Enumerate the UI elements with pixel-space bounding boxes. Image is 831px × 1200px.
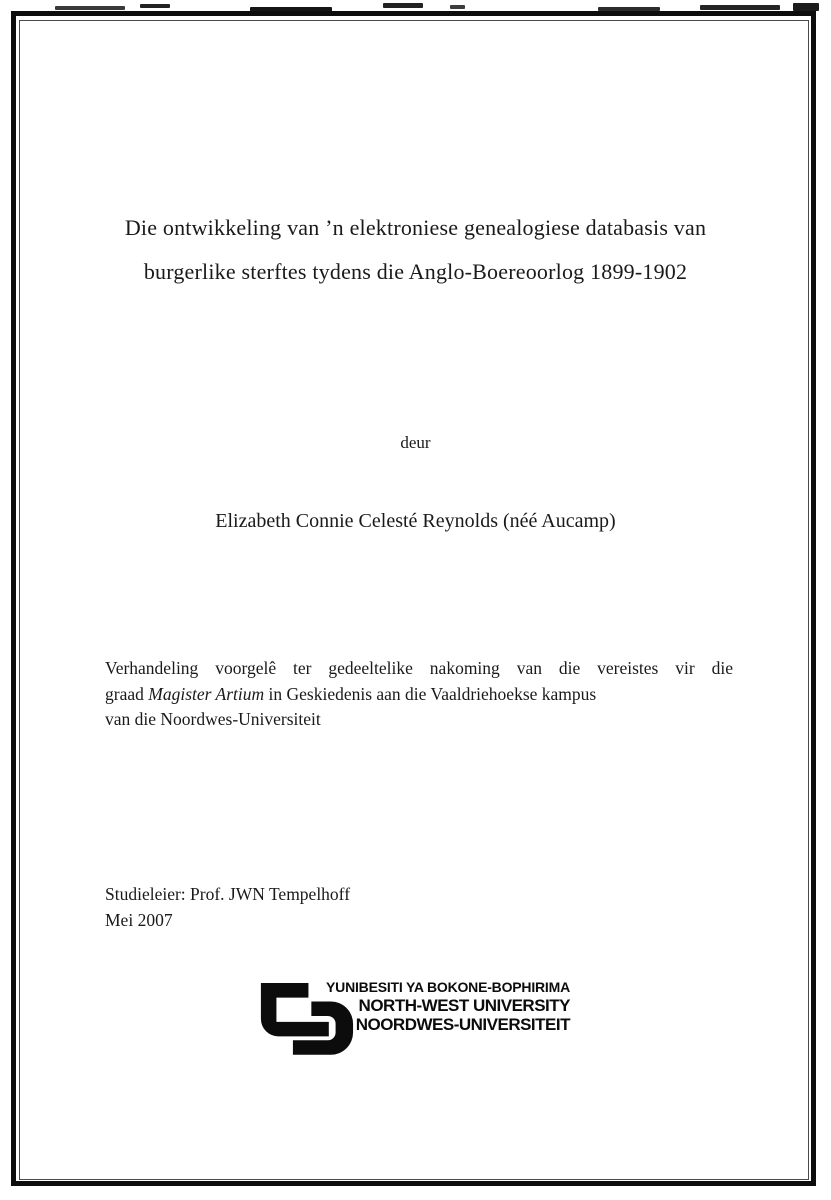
title-line-2: burgerlike sterftes tydens die Anglo-Boereoorlog 1899-1902 [143, 259, 688, 284]
title-line-1: Die ontwikkeling van ’n elektroniese genealogiese databasis van [124, 215, 707, 240]
scan-artifact [140, 4, 170, 8]
logo-line-afrikaans: NOORDWES-UNIVERSITEIT [355, 1015, 570, 1034]
author-name: Elizabeth Connie Celesté Reynolds (néé Aucamp) [215, 510, 616, 532]
scan-artifact [383, 3, 423, 8]
degree-name-italic: Magister Artium [148, 683, 265, 704]
supervisor-date-block [105, 881, 350, 933]
submission-line-2 [105, 682, 733, 708]
submission-line-3: van die Noordwes-Universiteit [105, 709, 321, 729]
submission-line-2-post: in Geskiedenis aan die Vaaldriehoekse kampus [264, 683, 597, 704]
logo-line-setswana: YUNIBESITI YA BOKONE-BOPHIRIMA [326, 979, 570, 995]
thesis-title [60, 206, 771, 294]
scan-artifact [450, 5, 465, 9]
logo-line-english: NORTH-WEST UNIVERSITY [358, 996, 570, 1015]
submission-line-2-pre: graad [105, 683, 149, 704]
university-logo-text [257, 978, 570, 1034]
submission-statement [105, 656, 733, 733]
date-line: Mei 2007 [105, 910, 173, 930]
scan-artifact [793, 3, 819, 11]
scan-artifact [700, 5, 780, 10]
supervisor-line: Studieleier: Prof. JWN Tempelhoff [105, 884, 351, 904]
byline-deur: deur [400, 433, 431, 452]
university-logo [257, 975, 577, 1055]
submission-line-1: Verhandeling voorgelê ter gedeeltelike nakoming van die vereistes vir die [105, 658, 733, 678]
scan-artifact [55, 6, 125, 10]
